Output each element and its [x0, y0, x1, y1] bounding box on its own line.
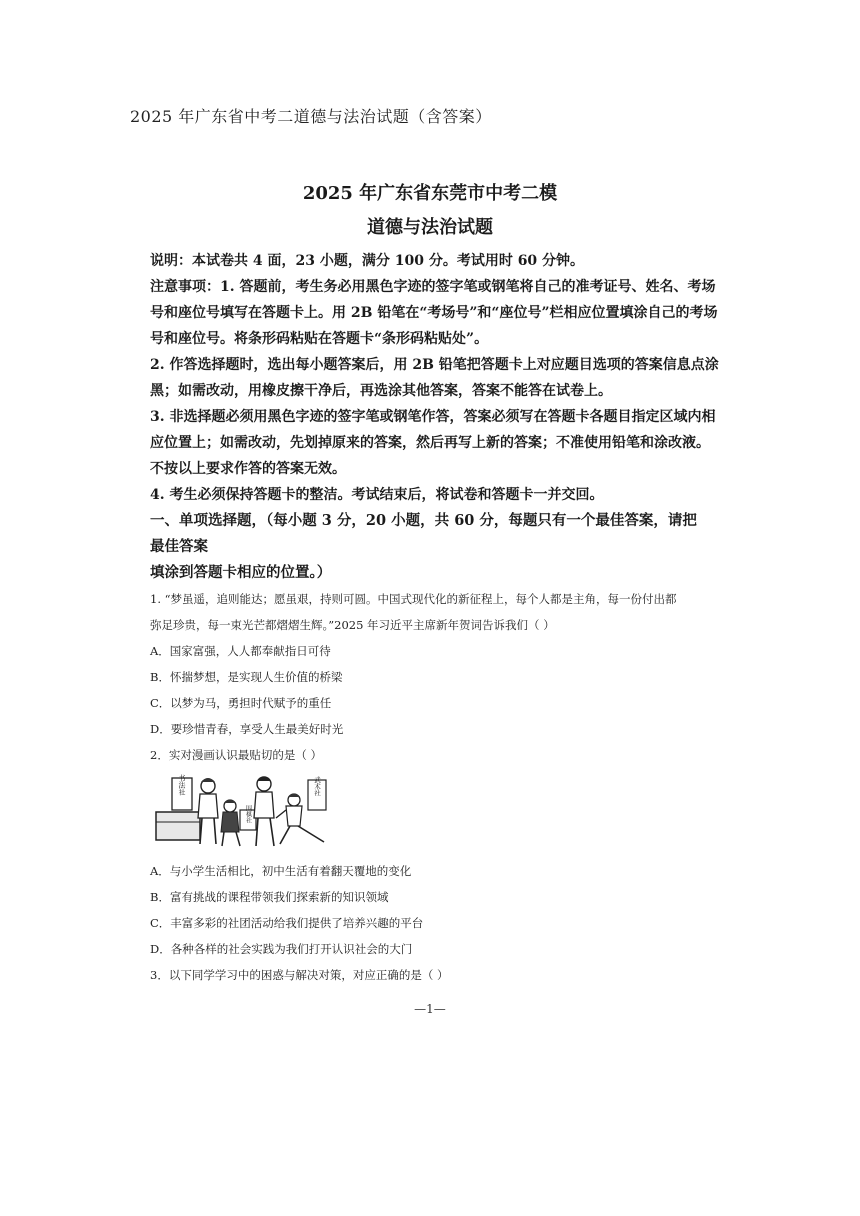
- instruction-line: 4. 考生必须保持答题卡的整洁。考试结束后，将试卷和答题卡一并交回。: [150, 487, 604, 503]
- page-number: —1—: [414, 1002, 446, 1016]
- club-activities-cartoon: [152, 772, 330, 852]
- exam-title: 2025 年广东省东莞市中考二模: [302, 183, 558, 204]
- option-d: D．各种各样的社会实践为我们打开认识社会的大门: [150, 942, 413, 956]
- option-b: B．富有挑战的课程带领我们探索新的知识领域: [150, 890, 389, 904]
- option-c: C．以梦为马，勇担时代赋予的重任: [150, 696, 332, 710]
- instruction-line: 应位置上；如需改动，先划掉原来的答案，然后再写上新的答案；不准使用铅笔和涂改液。: [150, 435, 710, 451]
- exam-sheet: [150, 180, 719, 988]
- option-c: C．丰富多彩的社团活动给我们提供了培养兴趣的平台: [150, 916, 424, 930]
- instruction-line: 说明：本试卷共 4 面，23 小题，满分 100 分。考试用时 60 分钟。: [150, 253, 585, 269]
- section-one-heading: [150, 508, 710, 586]
- section-heading-line: 填涂到答题卡相应的位置。）: [150, 564, 332, 581]
- document-header: 2025 年广东省中考二道德与法治试题（含答案）: [130, 107, 492, 126]
- martial-arts-club-sign: 武术社: [313, 776, 321, 796]
- instruction-line: 不按以上要求作答的答案无效。: [150, 461, 346, 477]
- instruction-line: 2. 作答选择题时，选出每小题答案后，用 2B 铅笔把答题卡上对应题目选项的答案信息点涂: [150, 357, 719, 373]
- option-d: D．要珍惜青春，享受人生最美好时光: [150, 722, 344, 736]
- question-stem: 弥足珍贵，每一束光芒都熠熠生辉。”2025 年习近平主席新年贺词告诉我们（ ）: [150, 618, 555, 632]
- question-stem: 3．以下同学学习中的困惑与解决对策，对应正确的是（ ）: [150, 968, 449, 982]
- calligraphy-club-sign: 书法社: [178, 774, 186, 796]
- question-2: [150, 742, 710, 962]
- instruction-line: 号和座位号。将条形码粘贴在答题卡“条形码粘贴处”。: [150, 331, 489, 347]
- instruction-line: 3. 非选择题必须用黑色字迹的签字笔或钢笔作答，答案必须写在答题卡各题目指定区域内相: [150, 409, 716, 425]
- option-a: A．国家富强，人人都奉献指日可待: [150, 644, 331, 658]
- instruction-line: 黑；如需改动，用橡皮擦干净后，再选涂其他答案，答案不能答在试卷上。: [150, 383, 612, 399]
- question-stem: 1. “梦虽遥，追则能达；愿虽艰，持则可圆。中国式现代化的新征程上，每个人都是主角，每一份付出都: [150, 592, 677, 606]
- exam-subtitle: 道德与法治试题: [367, 217, 493, 238]
- option-b: B．怀揣梦想，是实现人生价值的桥梁: [150, 670, 343, 684]
- instruction-line: 注意事项：1. 答题前，考生务必用黑色字迹的签字笔或钢笔将自己的准考证号、姓名、考场: [150, 279, 716, 295]
- option-a: A．与小学生活相比，初中生活有着翻天覆地的变化: [150, 864, 412, 878]
- question-stem: 2．实对漫画认识最贴切的是（ ）: [150, 748, 322, 762]
- section-heading-line: 一、单项选择题，（每小题 3 分，20 小题，共 60 分，每题只有一个最佳答案，请把最佳答案: [150, 512, 697, 555]
- question-3: [150, 962, 710, 988]
- instruction-line: 号和座位号填写在答题卡上。用 2B 铅笔在“考场号”和“座位号”栏相应位置填涂自己的考场: [150, 305, 718, 321]
- go-club-sign: 围棋社: [244, 805, 252, 823]
- question-1: [150, 586, 710, 742]
- instructions-block: [150, 248, 719, 508]
